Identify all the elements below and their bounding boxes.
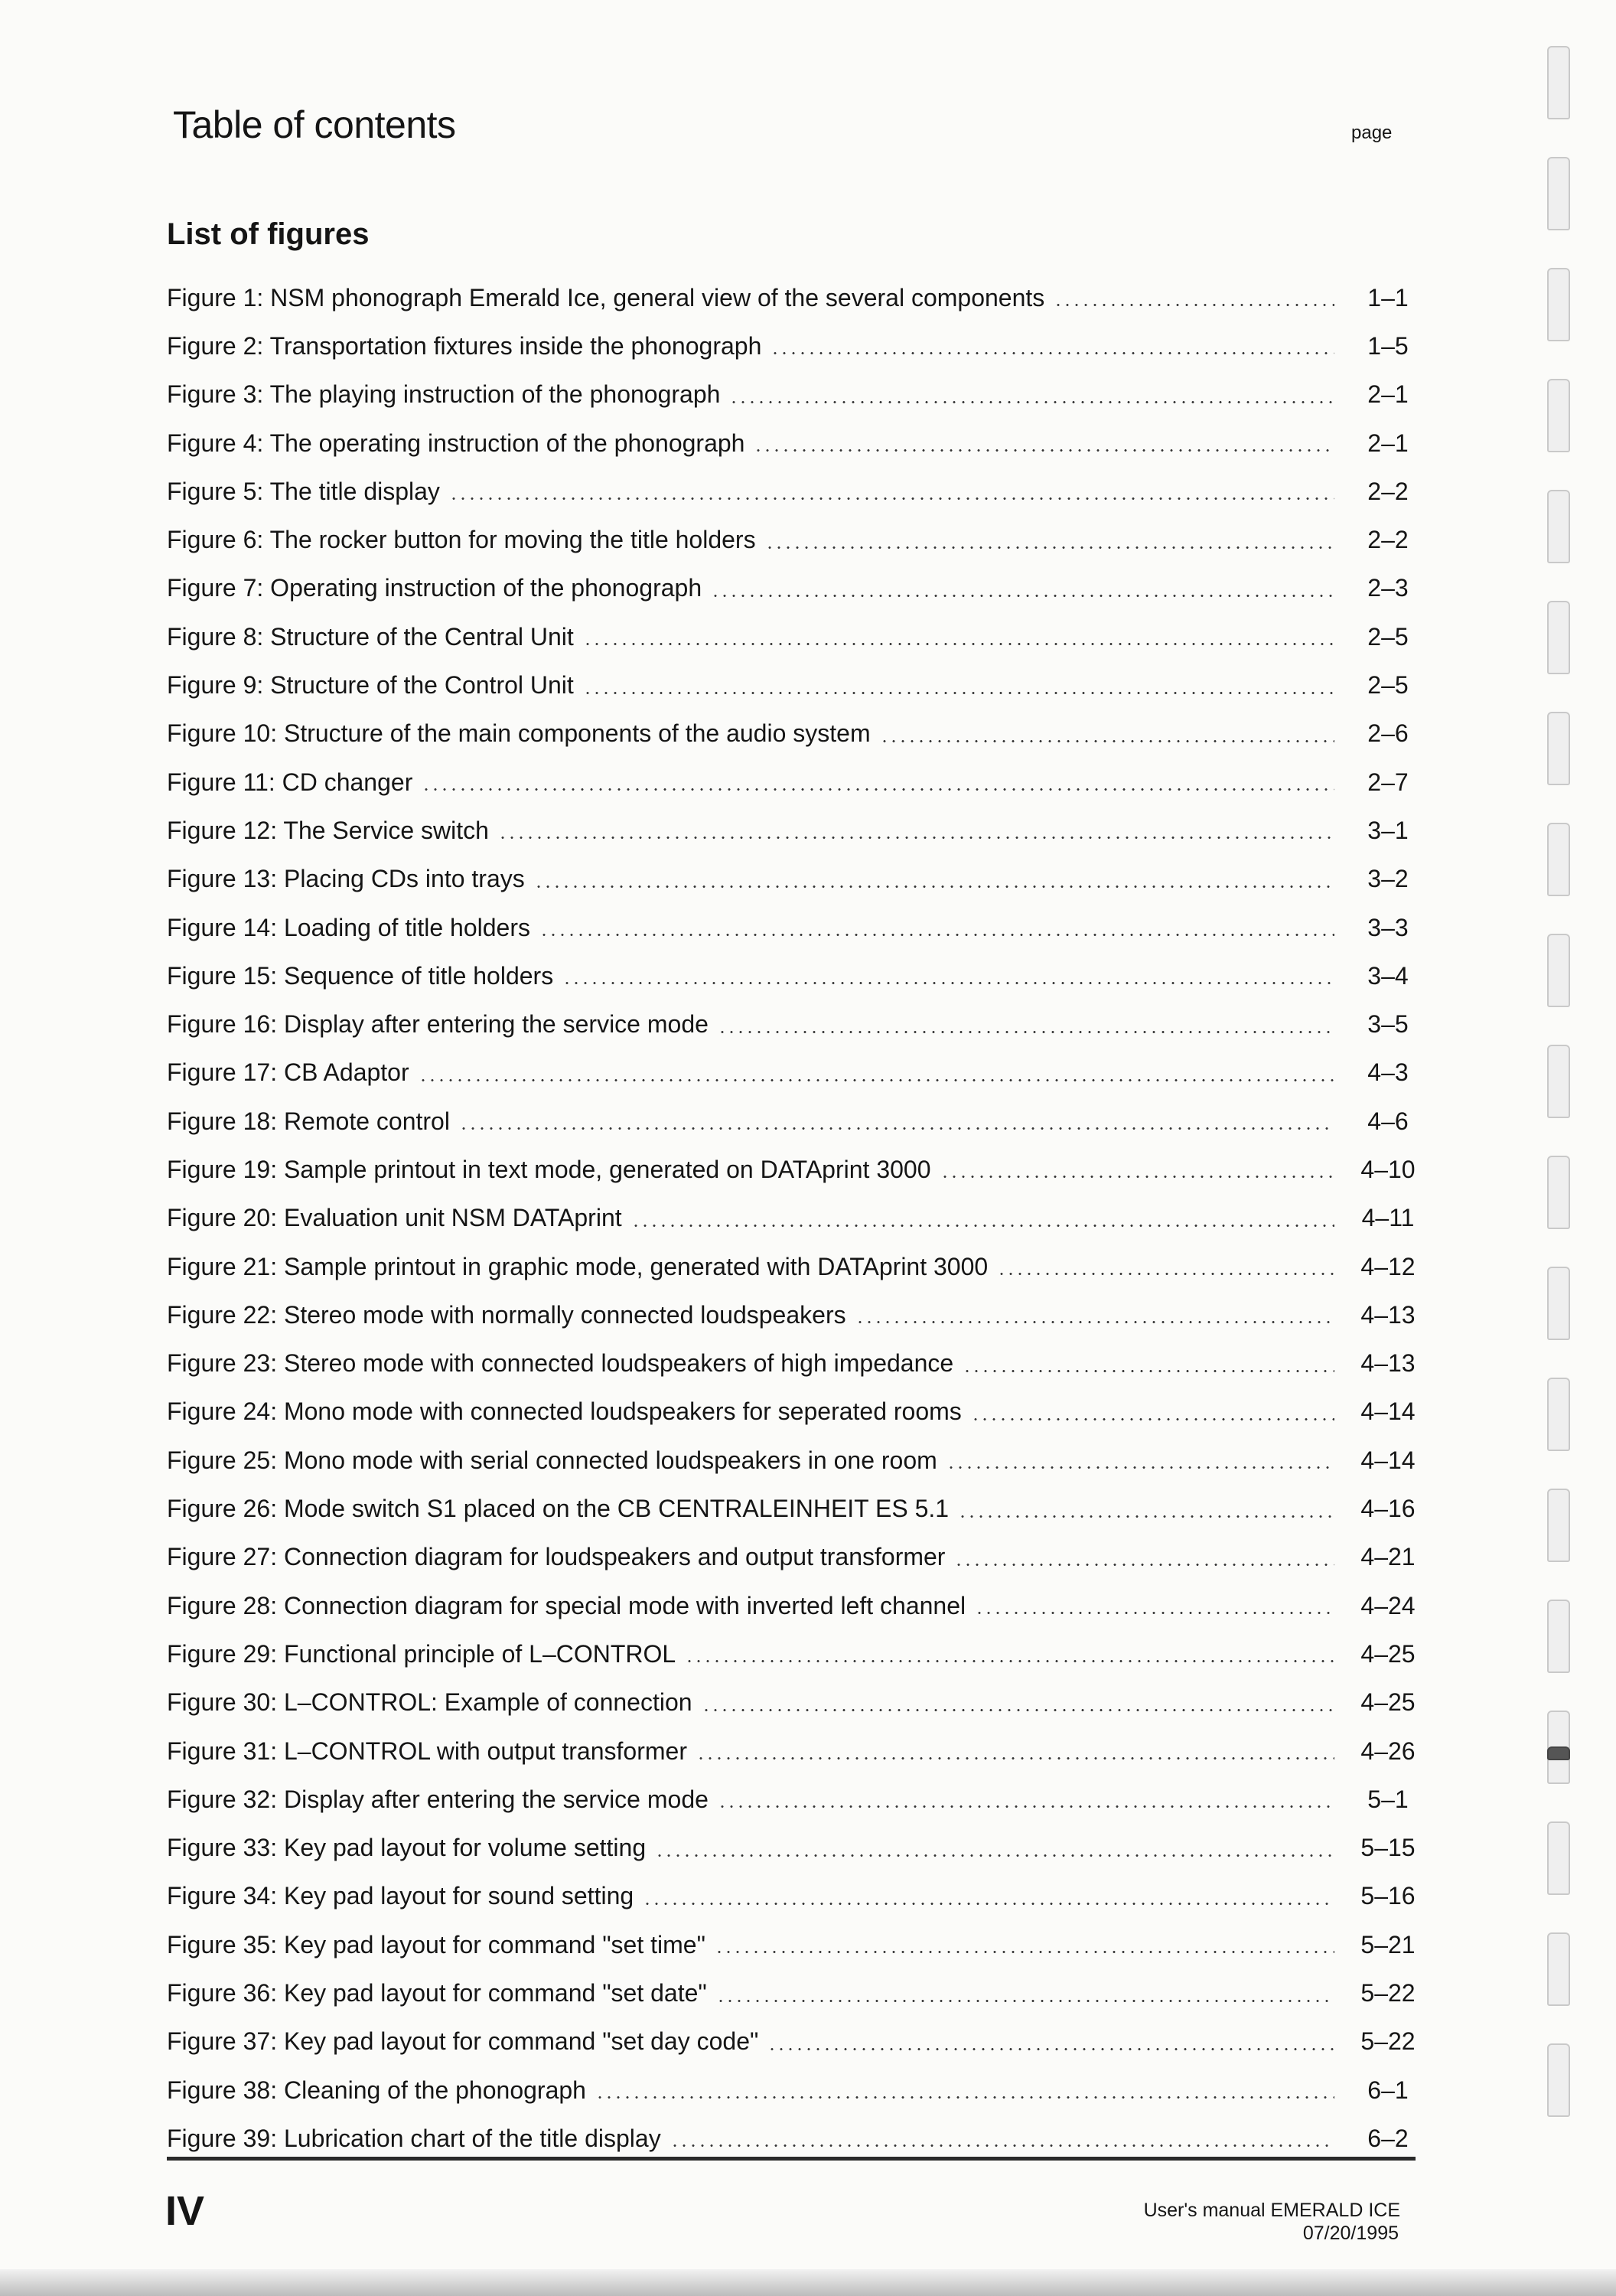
dot-leader: [498, 837, 1334, 839]
figure-label: Figure 26: Mode switch S1 placed on the CB CENTRALEINHEIT ES 5.1: [167, 1495, 950, 1523]
dot-leader: [963, 1370, 1334, 1372]
dot-leader: [855, 1321, 1334, 1323]
figure-label: Figure 14: Loading of title holders: [167, 913, 530, 941]
figure-label: Figure 8: Structure of the Central Unit: [167, 622, 574, 651]
figure-page: 4–10: [1360, 1155, 1416, 1183]
figure-page: 5–21: [1360, 1930, 1416, 1958]
figure-label: Figure 10: Structure of the main components of the audio system: [167, 719, 871, 748]
binder-hole: [1547, 601, 1570, 674]
binder-hole: [1547, 712, 1570, 785]
binder-hole: [1547, 1156, 1570, 1229]
figure-entry: [167, 612, 1416, 660]
figure-entry: [167, 2114, 1416, 2162]
figure-label: Figure 17: CB Adaptor: [167, 1058, 409, 1087]
dot-leader: [449, 497, 1334, 500]
figure-page: 4–3: [1367, 1058, 1409, 1087]
binder-hole: [1547, 1378, 1570, 1451]
dot-leader: [685, 1660, 1334, 1662]
figure-entry: [167, 1436, 1416, 1484]
figure-label: Figure 23: Stereo mode with connected loudspeakers of high impedance: [167, 1349, 954, 1378]
scan-edge: [0, 2269, 1616, 2296]
figure-page: 4–6: [1367, 1107, 1409, 1135]
figure-page: 4–16: [1360, 1495, 1416, 1523]
dot-leader: [702, 1709, 1334, 1711]
dot-leader: [643, 1903, 1334, 1905]
figure-page: 3–1: [1367, 816, 1409, 844]
figure-page: 3–4: [1367, 961, 1409, 990]
figure-page: 4–25: [1360, 1639, 1416, 1668]
figure-entry: [167, 1339, 1416, 1388]
binder-hole: [1547, 1600, 1570, 1673]
page-column-label: page: [1351, 122, 1393, 143]
figure-page: 4–25: [1360, 1688, 1416, 1717]
figure-entry: [167, 2066, 1416, 2114]
figure-entry: [167, 1290, 1416, 1339]
dot-leader: [880, 740, 1334, 742]
binder-hole: [1547, 379, 1570, 452]
figure-label: Figure 1: NSM phonograph Emerald Ice, general view of the several components: [167, 283, 1045, 311]
figure-page: 5–15: [1360, 1834, 1416, 1862]
dot-leader: [655, 1854, 1334, 1857]
figure-entry: [167, 709, 1416, 758]
figure-page: 4–12: [1360, 1252, 1416, 1280]
figure-page: 1–1: [1367, 283, 1409, 311]
figure-entry: [167, 370, 1416, 419]
figure-label: Figure 4: The operating instruction of the phonograph: [167, 429, 745, 457]
dot-leader: [1054, 304, 1334, 306]
figure-page: 2–3: [1367, 574, 1409, 602]
figure-label: Figure 13: Placing CDs into trays: [167, 865, 525, 893]
figure-label: Figure 22: Stereo mode with normally connected loudspeakers: [167, 1300, 846, 1329]
dot-leader: [534, 885, 1334, 888]
figure-page: 4–14: [1360, 1446, 1416, 1474]
manual-title: User's manual EMERALD ICE: [1143, 2200, 1400, 2221]
figure-label: Figure 11: CD changer: [167, 768, 413, 796]
binder-hole: [1547, 1489, 1570, 1562]
figure-page: 5–1: [1367, 1785, 1409, 1813]
figure-label: Figure 38: Cleaning of the phonograph: [167, 2076, 586, 2104]
figure-page: 4–11: [1361, 1204, 1415, 1232]
figure-label: Figure 2: Transportation fixtures inside the phonograph: [167, 331, 762, 360]
figure-label: Figure 25: Mono mode with serial connected loudspeakers in one room: [167, 1446, 937, 1474]
dot-leader: [718, 1805, 1334, 1808]
figure-entry: [167, 1388, 1416, 1436]
binder-hole: [1547, 490, 1570, 563]
figure-entry: [167, 1049, 1416, 1097]
figure-page: 5–22: [1360, 1979, 1416, 2007]
figure-label: Figure 28: Connection diagram for special mode with inverted left channel: [167, 1591, 966, 1619]
figure-page: 2–7: [1367, 768, 1409, 796]
figure-list: [167, 273, 1416, 2163]
binder-hole: [1547, 46, 1570, 119]
dot-leader: [765, 546, 1334, 549]
dot-leader: [958, 1515, 1334, 1518]
figure-entry: [167, 1872, 1416, 1920]
figure-label: Figure 7: Operating instruction of the phonograph: [167, 574, 702, 602]
figure-page: 4–26: [1360, 1737, 1416, 1765]
binder-hole: [1547, 823, 1570, 896]
figure-page: 4–24: [1360, 1591, 1416, 1619]
binder-hole: [1547, 934, 1570, 1007]
figure-entry: [167, 1000, 1416, 1048]
figure-page: 4–13: [1360, 1349, 1416, 1378]
dot-leader: [696, 1757, 1334, 1760]
dot-leader: [419, 1079, 1334, 1081]
figure-page: 3–3: [1367, 913, 1409, 941]
figure-entry: [167, 951, 1416, 1000]
dot-leader: [562, 982, 1334, 984]
dot-leader: [946, 1466, 1334, 1469]
dot-leader: [754, 449, 1334, 452]
dot-leader: [997, 1273, 1334, 1275]
section-heading: List of figures: [167, 217, 370, 251]
figure-label: Figure 15: Sequence of title holders: [167, 961, 554, 990]
figure-entry: [167, 758, 1416, 806]
binder-tabs: [1547, 46, 1578, 2189]
binder-hole: [1547, 1821, 1570, 1895]
figure-entry: [167, 1533, 1416, 1581]
dot-leader: [595, 2096, 1334, 2099]
figure-label: Figure 20: Evaluation unit NSM DATAprint: [167, 1204, 622, 1232]
figure-label: Figure 35: Key pad layout for command "set time": [167, 1930, 705, 1958]
figure-page: 5–16: [1360, 1882, 1416, 1910]
figure-page: 2–6: [1367, 719, 1409, 748]
figure-entry: [167, 1920, 1416, 1968]
dot-leader: [940, 1176, 1335, 1178]
binder-hole: [1547, 268, 1570, 341]
binder-hole: [1547, 157, 1570, 230]
dot-leader: [459, 1127, 1334, 1130]
figure-page: 4–13: [1360, 1300, 1416, 1329]
figure-entry: [167, 903, 1416, 951]
figure-label: Figure 24: Mono mode with connected loudspeakers for seperated rooms: [167, 1397, 962, 1426]
figure-entry: [167, 1775, 1416, 1823]
figure-entry: [167, 1968, 1416, 2017]
figure-label: Figure 37: Key pad layout for command "set day code": [167, 2027, 759, 2056]
dot-leader: [422, 788, 1334, 791]
dot-leader: [539, 934, 1334, 936]
dot-leader: [670, 2144, 1334, 2147]
page-number: IV: [165, 2188, 205, 2234]
figure-entry: [167, 515, 1416, 563]
binder-mark: [1547, 1746, 1570, 1760]
dot-leader: [971, 1418, 1334, 1420]
dot-leader: [954, 1564, 1334, 1566]
dot-leader: [716, 2000, 1334, 2002]
figure-page: 2–1: [1367, 429, 1409, 457]
figure-page: 1–5: [1367, 331, 1409, 360]
dot-leader: [583, 692, 1334, 694]
dot-leader: [631, 1225, 1334, 1227]
figure-label: Figure 5: The title display: [167, 477, 440, 505]
figure-entry: [167, 273, 1416, 321]
dot-leader: [975, 1612, 1334, 1614]
dot-leader: [729, 401, 1334, 403]
figure-label: Figure 19: Sample printout in text mode, generated on DATAprint 3000: [167, 1155, 931, 1183]
page-title: Table of contents: [173, 103, 456, 146]
dot-leader: [715, 1951, 1334, 1953]
figure-label: Figure 33: Key pad layout for volume setting: [167, 1834, 647, 1862]
figure-page: 2–5: [1367, 671, 1409, 700]
binder-hole: [1547, 1045, 1570, 1118]
figure-label: Figure 6: The rocker button for moving the title holders: [167, 526, 756, 554]
figure-label: Figure 27: Connection diagram for loudspeakers and output transformer: [167, 1543, 946, 1571]
figure-label: Figure 39: Lubrication chart of the title display: [167, 2124, 661, 2152]
manual-date: 07/20/1995: [1302, 2223, 1399, 2244]
footer-rule: [167, 2157, 1416, 2161]
figure-label: Figure 32: Display after entering the service mode: [167, 1785, 709, 1813]
figure-label: Figure 29: Functional principle of L–CONTROL: [167, 1639, 676, 1668]
figure-label: Figure 31: L–CONTROL with output transformer: [167, 1737, 687, 1765]
figure-entry: [167, 1145, 1416, 1193]
figure-entry: [167, 419, 1416, 467]
figure-page: 2–1: [1367, 380, 1409, 409]
figure-label: Figure 21: Sample printout in graphic mode, generated with DATAprint 3000: [167, 1252, 989, 1280]
binder-hole: [1547, 1932, 1570, 2006]
figure-page: 6–1: [1367, 2076, 1409, 2104]
figure-label: Figure 34: Key pad layout for sound setting: [167, 1882, 634, 1910]
figure-label: Figure 36: Key pad layout for command "set date": [167, 1979, 707, 2007]
figure-page: 6–2: [1367, 2124, 1409, 2152]
figure-entry: [167, 1678, 1416, 1727]
figure-page: 4–21: [1360, 1543, 1416, 1571]
figure-page: 2–5: [1367, 622, 1409, 651]
dot-leader: [771, 352, 1334, 354]
figure-entry: [167, 467, 1416, 515]
figure-page: 2–2: [1367, 526, 1409, 554]
figure-label: Figure 30: L–CONTROL: Example of connection: [167, 1688, 692, 1717]
figure-entry: [167, 660, 1416, 709]
dot-leader: [583, 643, 1334, 645]
figure-entry: [167, 564, 1416, 612]
figure-label: Figure 18: Remote control: [167, 1107, 450, 1135]
dot-leader: [718, 1031, 1334, 1033]
binder-hole: [1547, 1267, 1570, 1340]
figure-label: Figure 9: Structure of the Control Unit: [167, 671, 574, 700]
figure-entry: [167, 1629, 1416, 1678]
figure-label: Figure 16: Display after entering the service mode: [167, 1010, 709, 1039]
figure-page: 4–14: [1360, 1397, 1416, 1426]
binder-hole: [1547, 2043, 1570, 2117]
figure-label: Figure 3: The playing instruction of the phonograph: [167, 380, 721, 409]
figure-entry: [167, 1824, 1416, 1872]
figure-label: Figure 12: The Service switch: [167, 816, 489, 844]
figure-entry: [167, 806, 1416, 854]
figure-entry: [167, 1097, 1416, 1145]
figure-page: 3–5: [1367, 1010, 1409, 1039]
figure-entry: [167, 2017, 1416, 2066]
figure-page: 2–2: [1367, 477, 1409, 505]
figure-entry: [167, 1581, 1416, 1629]
figure-page: 3–2: [1367, 865, 1409, 893]
figure-entry: [167, 1242, 1416, 1290]
figure-entry: [167, 855, 1416, 903]
dot-leader: [767, 2048, 1334, 2050]
figure-entry: [167, 1727, 1416, 1775]
figure-entry: [167, 1194, 1416, 1242]
figure-entry: [167, 1484, 1416, 1532]
figure-entry: [167, 321, 1416, 370]
dot-leader: [711, 595, 1334, 597]
figure-page: 5–22: [1360, 2027, 1416, 2056]
